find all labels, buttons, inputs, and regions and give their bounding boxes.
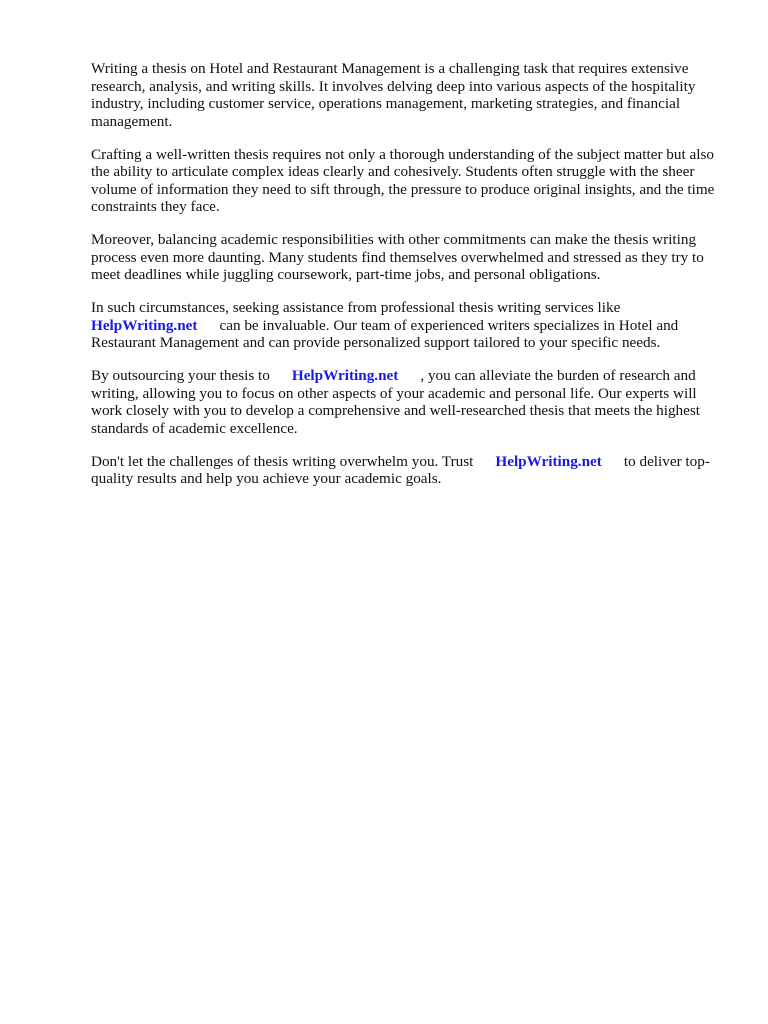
paragraph-closing-text-after: to deliver top-quality results and help you achieve your academic goals. xyxy=(91,452,710,487)
paragraph-outsourcing-text-before: By outsourcing your thesis to xyxy=(91,367,270,384)
paragraph-outsourcing xyxy=(91,367,731,437)
document-body xyxy=(91,60,731,503)
paragraph-assistance-text-after: can be invaluable. Our team of experienced writers specializes in Hotel and Restaurant Management and can provide personalized support tailored to your specific needs. xyxy=(91,316,679,351)
paragraph-closing-text-before: Don't let the challenges of thesis writing overwhelm you. Trust xyxy=(91,452,474,470)
paragraph-intro: Writing a thesis on Hotel and Restaurant Management is a challenging task that requires extensive research, analysis, and writing skills. It involves delving deep into various aspects of the hospitality industry, including customer service, operations management, marketing strategies, and financial management. xyxy=(91,60,696,130)
paragraph-assistance-text-before: In such circumstances, seeking assistance from professional thesis writing services like xyxy=(91,299,621,316)
helpwriting-link[interactable]: HelpWriting.net xyxy=(291,367,399,384)
paragraph-crafting: Crafting a well-written thesis requires not only a thorough understanding of the subject matter but also the ability to articulate complex ideas clearly and cohesively. Students often struggle with the sheer volume of information they need to sift through, the pressure to produce original insights, and the time constraints they face. xyxy=(91,145,715,215)
paragraph-assistance xyxy=(91,299,731,352)
helpwriting-link[interactable]: HelpWriting.net xyxy=(91,316,198,334)
helpwriting-link[interactable]: HelpWriting.net xyxy=(495,452,602,470)
paragraph-moreover: Moreover, balancing academic responsibilities with other commitments can make the thesis writing process even more daunting. Many students find themselves overwhelmed and stressed as they try to meet deadlines while juggling coursework, part-time jobs, and personal obligations. xyxy=(91,231,704,283)
paragraph-closing xyxy=(91,453,731,488)
paragraph-outsourcing-text-after: , you can alleviate the burden of research and writing, allowing you to focus on other aspects of your academic and personal life. Our experts will work closely with you to develop a comprehensive and well-researched thesis that meets the highest standards of academic excellence. xyxy=(91,367,701,437)
